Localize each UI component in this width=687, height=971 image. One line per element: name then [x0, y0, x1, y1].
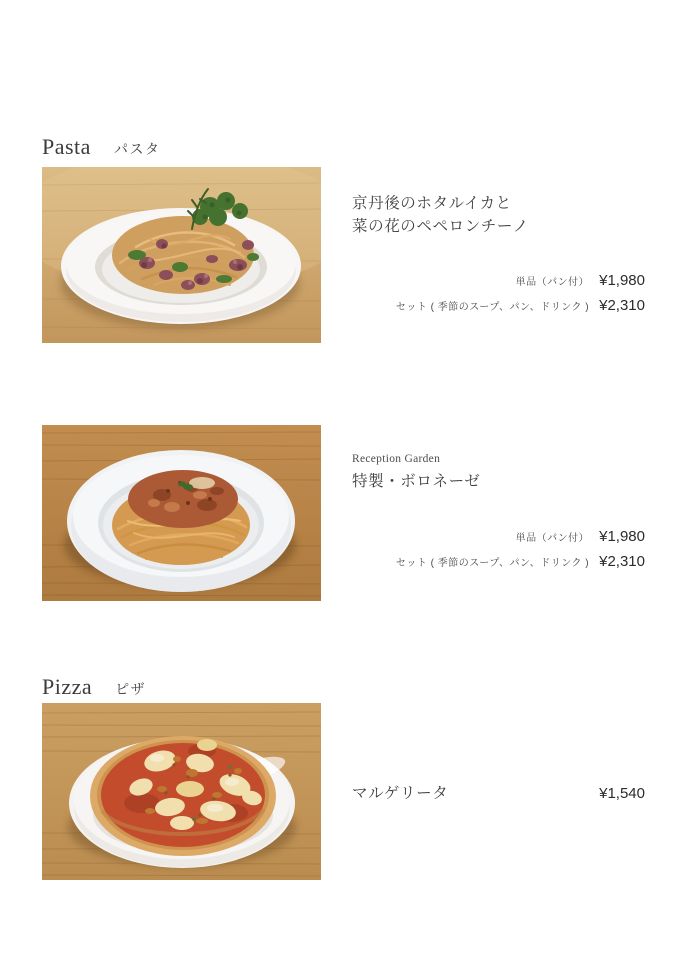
- price-row-set: [396, 295, 645, 320]
- pasta-heading-ja: パスタ: [113, 141, 161, 157]
- price-block-squid-pasta: [396, 270, 645, 319]
- item-title-line1: 京丹後のホタルイカと: [352, 195, 512, 212]
- price-label: 単品（パン付）: [515, 277, 590, 288]
- price-row-set: [396, 551, 645, 576]
- price-row-single: [396, 526, 645, 551]
- pasta-section-heading: [42, 134, 160, 160]
- item-row-margherita: [352, 781, 645, 803]
- price-label: 単品（パン付）: [515, 533, 590, 544]
- item-subtitle-bolognese: Reception Garden: [352, 453, 441, 465]
- price-block-bolognese: [396, 526, 645, 575]
- item-title-line2: 菜の花のペペロンチーノ: [352, 218, 529, 235]
- item-title-margherita: マルゲリータ: [352, 785, 449, 802]
- price-value-margherita: ¥1,540: [599, 785, 645, 802]
- price-value: ¥1,980: [599, 528, 645, 545]
- firefly-squid-pasta-photo: [42, 167, 321, 343]
- bolognese-pasta-photo: [42, 425, 321, 601]
- pasta-heading-en: Pasta: [42, 134, 91, 159]
- pizza-section-heading: [42, 674, 146, 700]
- item-title-line1: 特製・ボロネーゼ: [352, 473, 481, 490]
- price-label: セット ( 季節のスープ、パン、ドリンク ): [395, 557, 590, 569]
- item-title-squid-pasta: [352, 192, 529, 238]
- margherita-pizza-photo: [42, 703, 321, 880]
- pizza-heading-ja: ピザ: [115, 681, 147, 697]
- pizza-heading-en: Pizza: [42, 674, 93, 699]
- price-label: セット ( 季節のスープ、パン、ドリンク ): [395, 301, 590, 313]
- item-title-bolognese: [352, 470, 481, 493]
- price-value: ¥2,310: [599, 552, 645, 570]
- price-row-single: [396, 270, 645, 295]
- price-value: ¥1,980: [599, 272, 645, 289]
- price-value: ¥2,310: [599, 296, 645, 314]
